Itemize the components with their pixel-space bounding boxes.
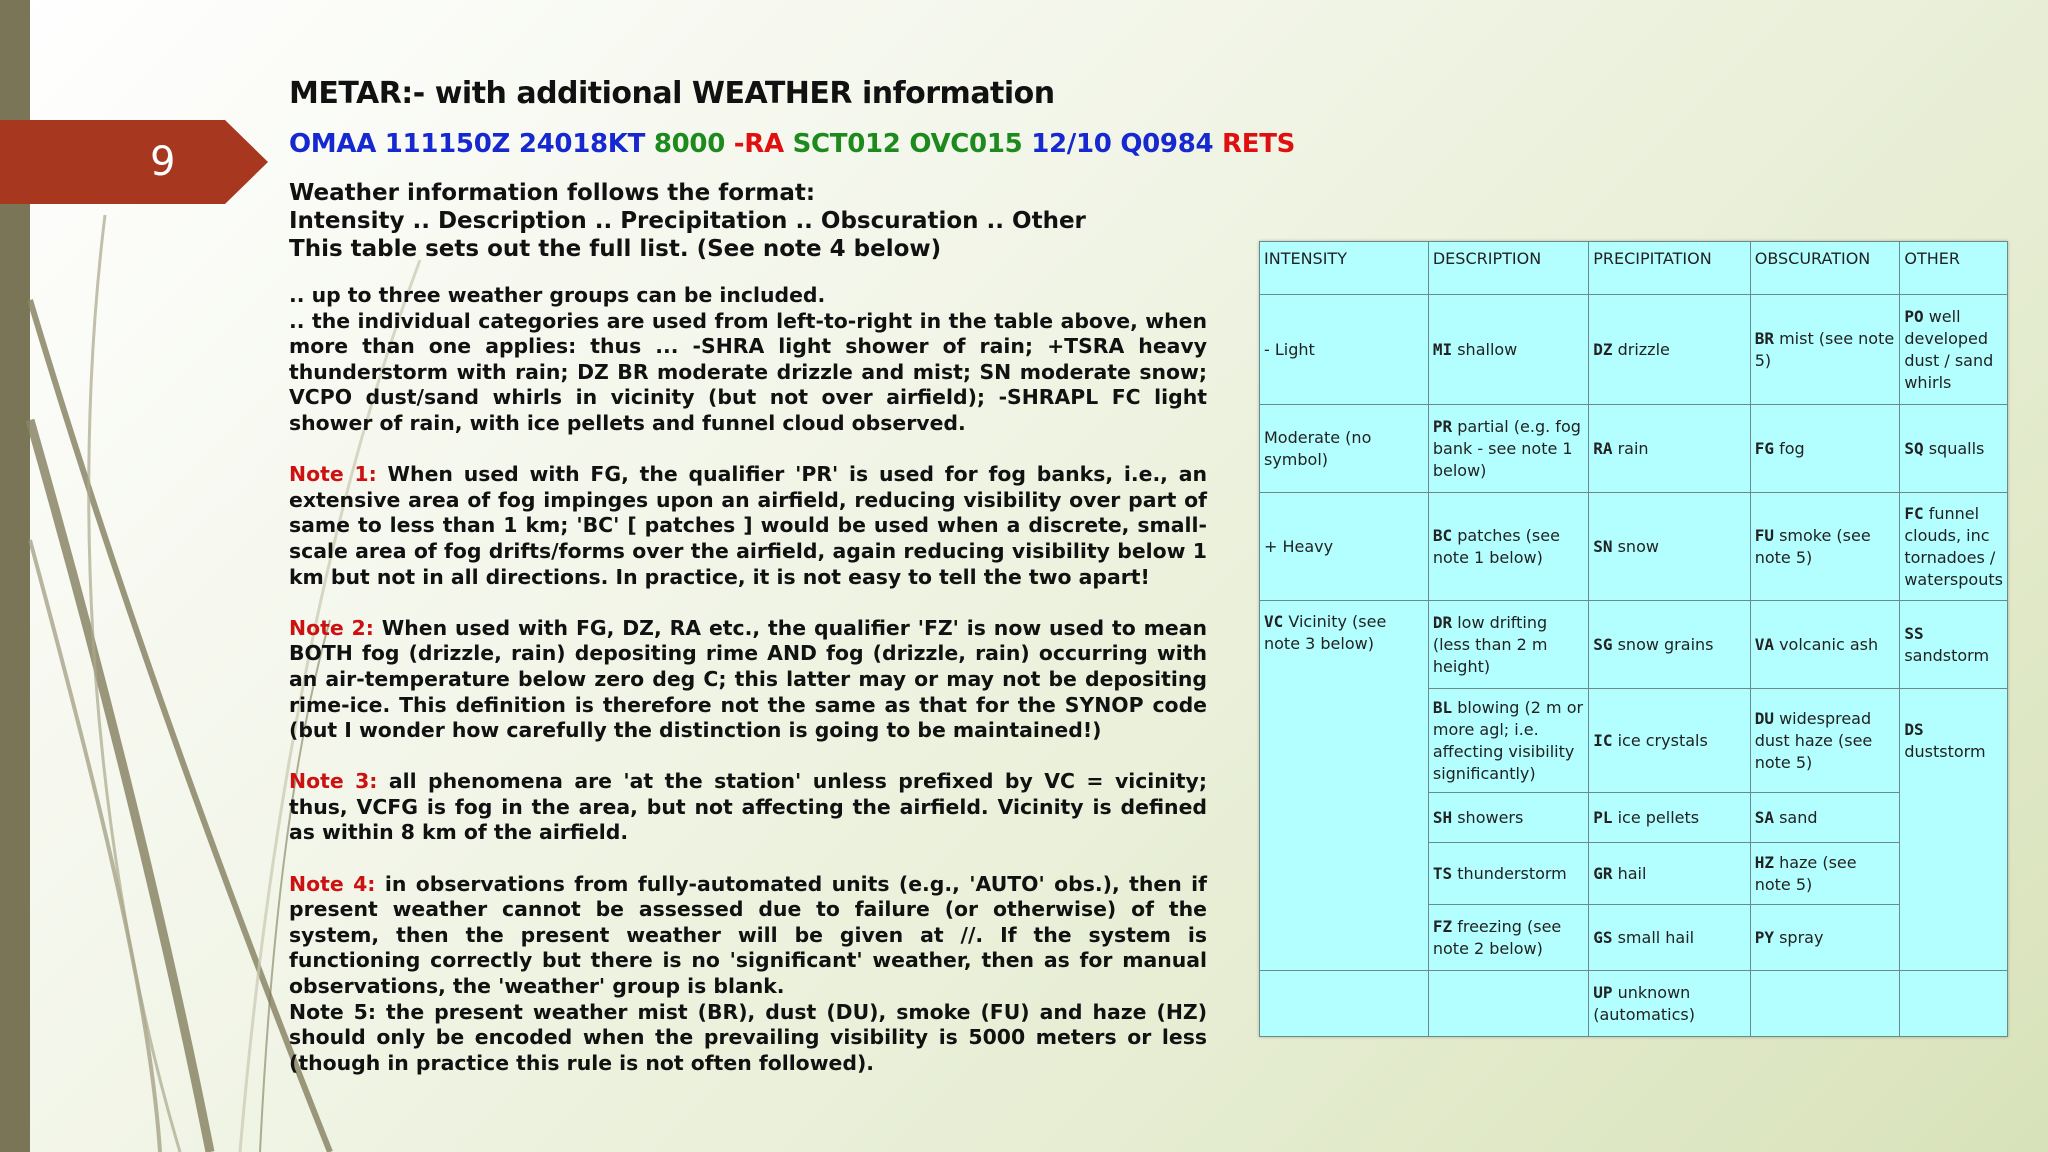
cell-intensity (1260, 905, 1429, 971)
cell-text: partial (e.g. fog bank - see note 1 below) (1432, 416, 1581, 480)
cell-intensity (1260, 601, 1429, 689)
cell-precipitation (1589, 905, 1750, 971)
cell-code: PY (1754, 927, 1774, 947)
cell-other (1900, 295, 2008, 405)
metar-temp-pressure: 12/10 Q0984 (1031, 129, 1214, 159)
cell-precipitation (1589, 689, 1750, 793)
cell-other (1900, 843, 2008, 905)
cell-code: SA (1754, 807, 1774, 827)
note-label: Note 3: (289, 769, 378, 794)
cell-code: IC (1593, 730, 1613, 750)
note-label: Note 1: (289, 462, 377, 487)
cell-intensity (1260, 689, 1429, 793)
cell-intensity (1260, 493, 1429, 601)
cell-text: snow (1612, 536, 1659, 556)
metar-cloud: SCT012 OVC015 (792, 129, 1023, 159)
cell-code: VC (1264, 612, 1284, 631)
cell-text: squalls (1923, 438, 1985, 458)
cell-code: SS (1904, 623, 1924, 643)
cell-text: patches (see note 1 below) (1432, 525, 1560, 567)
cell-code: BR (1754, 328, 1774, 348)
cell-obscuration (1750, 689, 1900, 793)
cell-description (1428, 601, 1588, 689)
table-header-row (1260, 242, 2008, 295)
cell-code: SH (1432, 807, 1453, 827)
cell-obscuration (1750, 493, 1900, 601)
cell-intensity (1260, 971, 1429, 1037)
cell-text: mist (see note 5) (1754, 328, 1895, 370)
note-3 (289, 769, 1207, 846)
cell-text: drizzle (1612, 339, 1670, 359)
cell-precipitation (1589, 601, 1750, 689)
table-row (1260, 493, 2008, 601)
cell-code: FZ (1432, 916, 1453, 936)
metar-recent-weather: RETS (1222, 129, 1296, 159)
slide-content (289, 76, 1296, 1076)
groups-line: .. the individual categories are used from left-to-right in the table above, when more than one applies: thus ... -SHRA light shower of rain; +TSRA heavy thunderstorm with rain; DZ BR moderate drizzle and mist; SN moderate snow; VCPO dust/sand whirls in vicinity (but not over airfield); -SHRAPL FC light shower of rain, with ice pellets and funnel cloud observed. (289, 308, 1207, 435)
cell-text: + Heavy (1264, 536, 1334, 556)
cell-text: blowing (2 m or more agl; i.e. affecting visibility significantly) (1432, 697, 1584, 783)
cell-text: sand (1773, 807, 1818, 827)
slide-title: METAR:- with additional WEATHER information (289, 76, 1055, 111)
table-row (1260, 971, 2008, 1037)
cell-precipitation (1589, 493, 1750, 601)
cell-other (1900, 493, 2008, 601)
cell-description (1428, 689, 1588, 793)
cell-other (1900, 971, 2008, 1037)
cell-code: DZ (1593, 339, 1613, 359)
note-5 (289, 1000, 1207, 1077)
note-text: When used with FG, DZ, RA etc., the qualifier 'FZ' is now used to mean BOTH fog (drizzle, rain) depositing rime AND fog (drizzle, rain) occurring with an air-temperature below zero deg C; this latter may or may not be depositing rime-ice. This definition is therefore not the same as that for the SYNOP code (but I wonder how carefully the distinction is going to be maintained!) (289, 615, 1207, 743)
cell-precipitation (1589, 295, 1750, 405)
cell-code: DR (1432, 612, 1453, 632)
format-block (289, 179, 1207, 263)
cell-intensity (1260, 295, 1429, 405)
note-1 (289, 462, 1207, 590)
header-obscuration: OBSCURATION (1750, 242, 1900, 295)
cell-description (1428, 843, 1588, 905)
cell-precipitation (1589, 843, 1750, 905)
header-intensity: INTENSITY (1260, 242, 1429, 295)
note-label: Note 2: (289, 615, 374, 640)
note-label: Note 5: (289, 999, 377, 1024)
cell-code: BC (1432, 525, 1453, 545)
cell-description (1428, 905, 1588, 971)
cell-intensity (1260, 405, 1429, 493)
cell-text: volcanic ash (1773, 634, 1879, 654)
cell-code: PR (1432, 416, 1453, 436)
cell-text: small hail (1612, 927, 1695, 947)
cell-text: hail (1612, 863, 1647, 883)
cell-code: UP (1593, 982, 1613, 1002)
cell-code: FU (1754, 525, 1774, 545)
cell-obscuration (1750, 793, 1900, 843)
cell-code: MI (1432, 339, 1453, 359)
cell-text: sandstorm (1904, 645, 1990, 665)
cell-text: smoke (see note 5) (1754, 525, 1871, 567)
cell-obscuration (1750, 601, 1900, 689)
note-text: When used with FG, the qualifier 'PR' is used for fog banks, i.e., an extensive area of fog impinges upon an airfield, reducing visibility over part of same to less than 1 km; 'BC' [ patches ] would be used when a discrete, small-scale area of fog drifts/forms over the airfield, again reducing visibility below 1 km but not in all directions. In practice, it is not easy to tell the two apart! (289, 462, 1207, 589)
cell-other (1900, 689, 2008, 793)
cell-code: VA (1754, 634, 1774, 654)
cell-code: FC (1904, 503, 1924, 523)
metar-station-time-wind: OMAA 111150Z 24018KT (289, 129, 646, 159)
cell-code: DS (1904, 719, 1924, 739)
table-row (1260, 905, 2008, 971)
cell-text: duststorm (1904, 741, 1986, 761)
cell-text: well developed dust / sand whirls (1904, 306, 1994, 392)
cell-intensity (1260, 793, 1429, 843)
cell-description (1428, 295, 1588, 405)
cell-code: GR (1593, 863, 1613, 883)
cell-text: spray (1773, 927, 1824, 947)
cell-code: HZ (1754, 852, 1774, 872)
cell-text: widespread dust haze (see note 5) (1754, 708, 1873, 772)
cell-text: fog (1773, 438, 1805, 458)
cell-obscuration (1750, 905, 1900, 971)
cell-text: freezing (see note 2 below) (1432, 916, 1562, 958)
cell-obscuration (1750, 843, 1900, 905)
cell-text: ice crystals (1612, 730, 1708, 750)
note-text: the present weather mist (BR), dust (DU), smoke (FU) and haze (HZ) should only be encoded when the prevailing visibility is 5000 meters or less (though in practice this rule is not often followed). (289, 999, 1208, 1075)
cell-obscuration (1750, 405, 1900, 493)
format-line: This table sets out the full list. (See note 4 below) (289, 236, 942, 262)
cell-text: snow grains (1612, 634, 1714, 654)
cell-text: rain (1612, 438, 1649, 458)
cell-other (1900, 601, 2008, 689)
cell-code: GS (1593, 927, 1613, 947)
cell-text: - Light (1264, 339, 1315, 359)
cell-obscuration (1750, 971, 1900, 1037)
header-description: DESCRIPTION (1428, 242, 1588, 295)
cell-other (1900, 905, 2008, 971)
note-4 (289, 872, 1207, 1000)
cell-text: Vicinity (see note 3 below) (1264, 612, 1387, 653)
cell-description (1428, 493, 1588, 601)
cell-other (1900, 793, 2008, 843)
cell-precipitation (1589, 405, 1750, 493)
table-row (1260, 601, 2008, 689)
cell-code: SN (1593, 536, 1613, 556)
cell-code: PO (1904, 306, 1924, 326)
cell-text: ice pellets (1612, 807, 1700, 827)
cell-code: BL (1432, 697, 1453, 717)
cell-precipitation (1589, 971, 1750, 1037)
cell-text: funnel clouds, inc tornadoes / waterspouts (1904, 503, 2003, 589)
cell-text: unknown (automatics) (1593, 982, 1695, 1024)
table-row (1260, 689, 2008, 793)
groups-paragraph (289, 283, 1207, 437)
cell-description (1428, 405, 1588, 493)
cell-obscuration (1750, 295, 1900, 405)
cell-precipitation (1589, 793, 1750, 843)
cell-description (1428, 971, 1588, 1037)
table-row (1260, 843, 2008, 905)
cell-code: SG (1593, 634, 1613, 654)
cell-code: PL (1593, 807, 1613, 827)
cell-other (1900, 405, 2008, 493)
cell-description (1428, 793, 1588, 843)
note-text: in observations from fully-automated units (e.g., 'AUTO' obs.), then if present weather cannot be assessed due to failure (or otherwise) of the system, then the present weather will be given at //. If the system is functioning correctly but there is no 'significant' weather, then as for manual observations, the 'weather' group is blank. (289, 871, 1208, 999)
table-row (1260, 793, 2008, 843)
note-label: Note 4: (289, 871, 376, 896)
cell-text: shallow (1452, 339, 1518, 359)
note-text: all phenomena are 'at the station' unless prefixed by VC = vicinity; thus, VCFG is fog in the area, but not affecting the airfield. Vicinity is defined as within 8 km of the airfield. (289, 769, 1208, 845)
note-2 (289, 616, 1207, 744)
cell-code: SQ (1904, 438, 1924, 458)
metar-example (289, 129, 1296, 159)
table-row (1260, 405, 2008, 493)
cell-code: TS (1432, 863, 1453, 883)
metar-weather: -RA (733, 129, 784, 159)
header-precipitation: PRECIPITATION (1589, 242, 1750, 295)
cell-text: haze (see note 5) (1754, 852, 1857, 894)
header-other: OTHER (1900, 242, 2008, 295)
weather-codes-table (1259, 241, 2008, 1037)
slide-number: 9 (150, 139, 176, 185)
cell-text: showers (1452, 807, 1524, 827)
cell-text: thunderstorm (1452, 863, 1567, 883)
cell-code: RA (1593, 438, 1613, 458)
format-line: Weather information follows the format: (289, 180, 816, 206)
groups-line: .. up to three weather groups can be included. (289, 283, 826, 307)
cell-intensity (1260, 843, 1429, 905)
cell-code: DU (1754, 708, 1774, 728)
table-row (1260, 295, 2008, 405)
cell-text: low drifting (less than 2 m height) (1432, 612, 1548, 676)
metar-visibility: 8000 (653, 129, 725, 159)
cell-code: FG (1754, 438, 1774, 458)
cell-text: Moderate (no symbol) (1264, 427, 1372, 469)
format-line: Intensity .. Description .. Precipitation .. Obscuration .. Other (289, 208, 1086, 234)
